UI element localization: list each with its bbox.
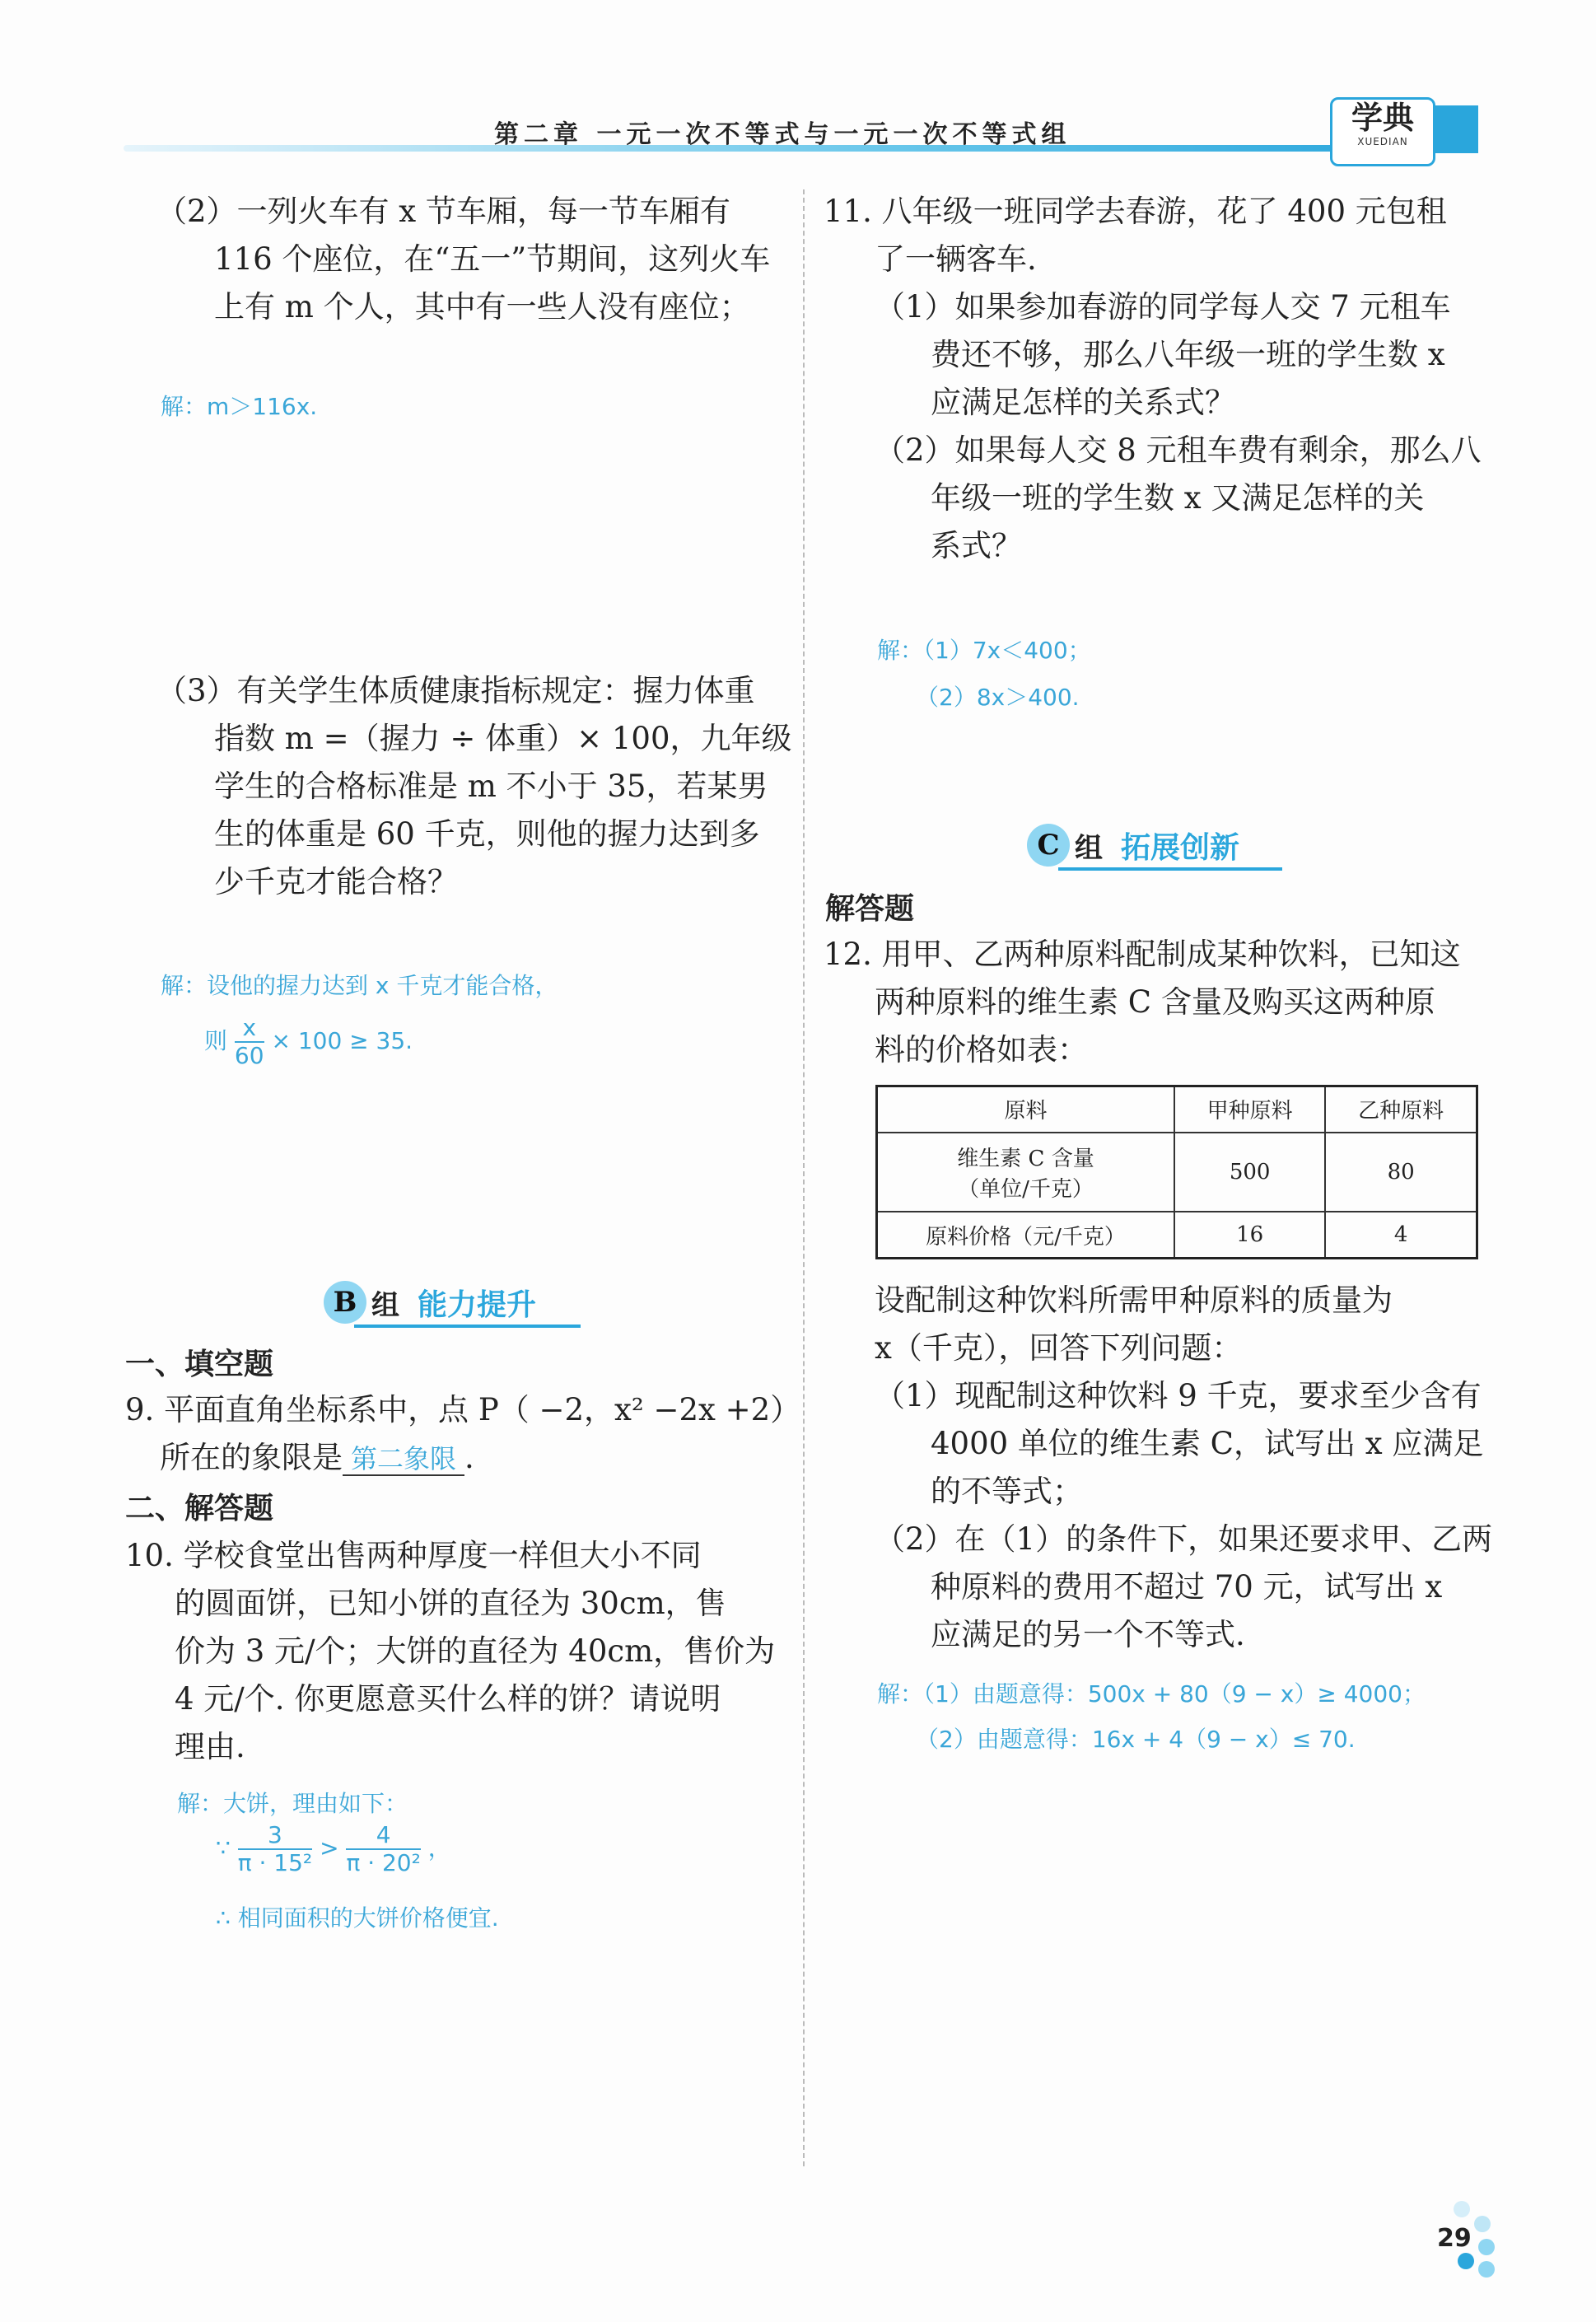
ingredient-table <box>875 1085 1478 1259</box>
text-line: 理由. <box>175 1729 245 1764</box>
fraction <box>235 1015 264 1069</box>
decor-dot <box>1478 2239 1495 2255</box>
answer-2: 解：m＞116x. <box>161 393 318 420</box>
answer-11-1: 解：（1）7x＜400； <box>877 637 1091 664</box>
numerator: x <box>235 1015 264 1043</box>
answer-10-line3: ∴ 相同面积的大饼价格便宜. <box>216 1904 499 1932</box>
operator: > <box>320 1834 339 1862</box>
text: . <box>464 1440 474 1475</box>
table-cell: 500 <box>1174 1133 1325 1212</box>
table-header: 甲种原料 <box>1174 1086 1325 1133</box>
text-line: （2）在（1）的条件下，如果还要求甲、乙两 <box>875 1521 1493 1557</box>
table-cell: 原料价格（元/千克） <box>877 1212 1175 1258</box>
answer-text: × 100 ≥ 35. <box>271 1027 413 1054</box>
numerator: 3 <box>238 1822 312 1850</box>
decor-dot <box>1454 2201 1470 2217</box>
denominator: π · 15² <box>237 1849 313 1876</box>
text-line: 少千克才能合格？ <box>214 864 458 899</box>
text-line: 116 个座位，在“五一”节期间，这列火车 <box>214 241 771 277</box>
text-line: 指数 m =（握力 ÷ 体重）× 100，九年级 <box>214 721 792 756</box>
fraction <box>238 1822 312 1876</box>
text-line: 应满足怎样的关系式？ <box>931 385 1235 420</box>
numerator: 4 <box>346 1822 420 1850</box>
group-c-underline <box>1058 867 1282 871</box>
question-12-body <box>824 1277 1492 1659</box>
question-3 <box>156 667 792 906</box>
text-line: 生的体重是 60 千克，则他的握力达到多 <box>214 816 760 852</box>
text-line: 10. 学校食堂出售两种厚度一样但大小不同 <box>125 1538 702 1573</box>
denominator: 60 <box>234 1042 264 1069</box>
text-line: 上有 m 个人，其中有一些人没有座位； <box>214 289 750 325</box>
group-b-heading <box>324 1281 536 1330</box>
text-line: 11. 八年级一班同学去春游，花了 400 元包租 <box>824 194 1447 229</box>
because-symbol: ∵ <box>216 1834 231 1862</box>
answer-10-line2 <box>216 1822 451 1876</box>
text-line: 学生的合格标准是 m 不小于 35，若某男 <box>214 769 768 804</box>
table-header: 原料 <box>877 1086 1175 1133</box>
question-9 <box>125 1386 800 1483</box>
answer-12-1: 解：（1）由题意得：500x + 80（9 − x）≥ 4000； <box>877 1680 1426 1708</box>
answer-3-line2 <box>204 1015 413 1069</box>
question-2 <box>156 188 770 331</box>
question-12 <box>824 931 1461 1074</box>
group-badge: B <box>324 1281 366 1324</box>
section-fill-blank: 一、填空题 <box>125 1348 274 1381</box>
text-line: （2）如果每人交 8 元租车费有剩余，那么八 <box>875 432 1482 468</box>
text-line: 了一辆客车. <box>875 241 1037 277</box>
fraction <box>346 1822 420 1876</box>
punctuation: ， <box>427 1834 451 1862</box>
text-line: 4000 单位的维生素 C，试写出 x 应满足 <box>931 1426 1484 1461</box>
answer-3-line1: 解：设他的握力达到 x 千克才能合格， <box>161 972 558 999</box>
text-line: 价为 3 元/个；大饼的直径为 40cm，售价为 <box>175 1633 776 1669</box>
logo-subtext: XUEDIAN <box>1357 136 1408 147</box>
logo-tab <box>1429 105 1478 153</box>
question-10 <box>125 1532 775 1771</box>
table-header: 乙种原料 <box>1325 1086 1477 1133</box>
group-badge: C <box>1027 824 1070 867</box>
text-line: 应满足的另一个不等式. <box>931 1617 1245 1652</box>
group-c-heading <box>1027 824 1239 873</box>
answer-12-2: （2）由题意得：16x + 4（9 − x）≤ 70. <box>916 1726 1356 1753</box>
text-line: x（千克），回答下列问题： <box>875 1330 1243 1366</box>
text-line: 两种原料的维生素 C 含量及购买这两种原 <box>875 984 1435 1020</box>
text-line: 系式？ <box>931 528 1022 563</box>
section-solve: 二、解答题 <box>125 1492 274 1525</box>
group-name: 拓展创新 <box>1121 830 1240 865</box>
table-row <box>877 1133 1477 1212</box>
group-b-underline <box>354 1325 581 1328</box>
chapter-title: 第二章 一元一次不等式与一元一次不等式组 <box>494 120 1071 149</box>
text-line: 9. 平面直角坐标系中，点 P（ −2，x² −2x +2） <box>125 1392 801 1427</box>
table-cell: 16 <box>1174 1212 1325 1258</box>
cell-text: 维生素 C 含量 <box>957 1146 1094 1171</box>
table-row <box>877 1212 1477 1258</box>
question-11 <box>824 188 1482 570</box>
text-line: 年级一班的学生数 x 又满足怎样的关 <box>931 480 1425 516</box>
column-divider <box>803 189 805 2166</box>
section-solve-c: 解答题 <box>825 892 915 926</box>
text-line: 的不等式； <box>931 1474 1083 1509</box>
text-line: （3）有关学生体质健康指标规定：握力体重 <box>156 673 755 708</box>
text-line: （1）如果参加春游的同学每人交 7 元租车 <box>875 289 1451 325</box>
decor-dot <box>1478 2261 1495 2278</box>
decor-dot <box>1474 2216 1491 2232</box>
text-line: （2）一列火车有 x 节车厢，每一节车厢有 <box>156 194 730 229</box>
text-line: 费还不够，那么八年级一班的学生数 x <box>931 337 1445 372</box>
answer-11-2: （2）8x＞400. <box>916 684 1080 711</box>
text-line: 设配制这种饮料所需甲种原料的质量为 <box>875 1282 1393 1318</box>
text-line: 种原料的费用不超过 70 元，试写出 x <box>931 1569 1443 1605</box>
text-line: 料的价格如表： <box>875 1032 1088 1068</box>
group-label: 组 <box>371 1288 399 1322</box>
logo-text: 学典 <box>1351 99 1414 136</box>
text-line: 的圆面饼，已知小饼的直径为 30cm，售 <box>175 1586 726 1621</box>
text: 所在的象限是 <box>160 1440 343 1475</box>
table-cell <box>877 1133 1175 1212</box>
group-name: 能力提升 <box>418 1287 537 1322</box>
answer-10-line1: 解：大饼，理由如下： <box>177 1790 408 1817</box>
denominator: π · 20² <box>346 1849 421 1876</box>
cell-text: （单位/千克） <box>958 1176 1094 1202</box>
answer-blank: 第二象限 <box>343 1443 464 1476</box>
group-label: 组 <box>1075 831 1103 865</box>
text-line: 12. 用甲、乙两种原料配制成某种饮料，已知这 <box>824 937 1461 972</box>
text-line: 4 元/个. 你更愿意买什么样的饼？请说明 <box>175 1681 721 1717</box>
answer-text: 则 <box>204 1027 228 1054</box>
text-line: （1）现配制这种饮料 9 千克，要求至少含有 <box>875 1378 1482 1413</box>
logo <box>1330 97 1435 166</box>
decor-dot <box>1458 2253 1474 2269</box>
page-number: 29 <box>1437 2224 1472 2253</box>
table-cell: 4 <box>1325 1212 1477 1258</box>
table-cell: 80 <box>1325 1133 1477 1212</box>
